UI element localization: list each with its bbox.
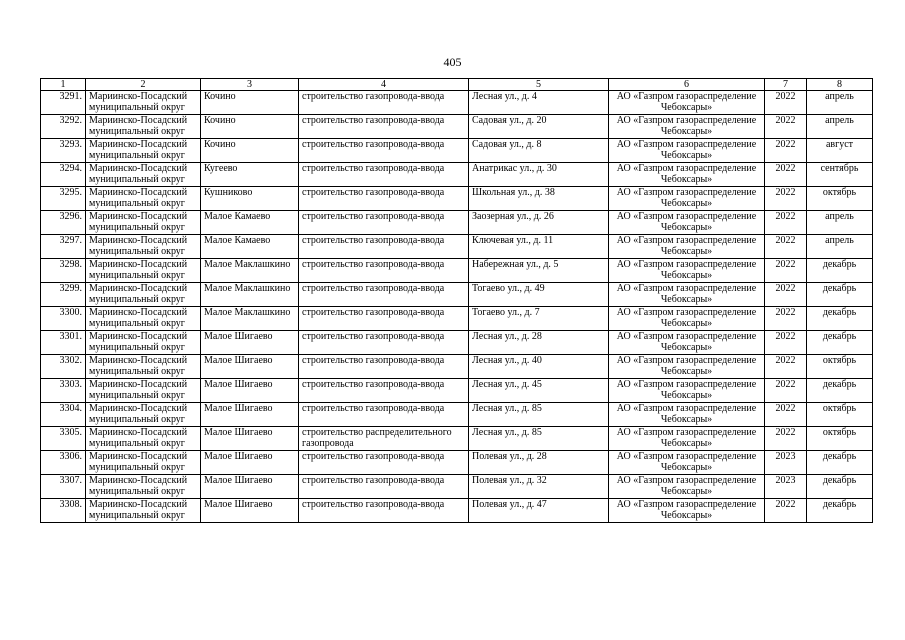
row-number-cell: 3307. [41, 475, 86, 499]
settlement-cell: Малое Шигаево [201, 355, 299, 379]
organization-cell: АО «Газпром газораспределение Чебоксары» [609, 187, 765, 211]
district-cell: Мариинско-Посадский муниципальный округ [86, 403, 201, 427]
district-cell: Мариинско-Посадский муниципальный округ [86, 355, 201, 379]
work-type-cell: строительство газопровода-ввода [299, 307, 469, 331]
settlement-cell: Малое Маклашкино [201, 259, 299, 283]
table-body [41, 91, 873, 523]
table-row [41, 427, 873, 451]
settlement-cell: Кочино [201, 91, 299, 115]
settlement-cell: Кочино [201, 115, 299, 139]
settlement-cell: Малое Маклашкино [201, 307, 299, 331]
address-cell: Садовая ул., д. 8 [469, 139, 609, 163]
year-cell: 2022 [765, 355, 807, 379]
address-cell: Лесная ул., д. 40 [469, 355, 609, 379]
work-type-cell: строительство газопровода-ввода [299, 283, 469, 307]
month-cell: октябрь [807, 403, 873, 427]
row-number-cell: 3303. [41, 379, 86, 403]
district-cell: Мариинско-Посадский муниципальный округ [86, 187, 201, 211]
district-cell: Мариинско-Посадский муниципальный округ [86, 331, 201, 355]
work-type-cell: строительство газопровода-ввода [299, 235, 469, 259]
district-cell: Мариинско-Посадский муниципальный округ [86, 91, 201, 115]
settlement-cell: Малое Шигаево [201, 379, 299, 403]
year-cell: 2023 [765, 451, 807, 475]
work-type-cell: строительство газопровода-ввода [299, 499, 469, 523]
column-header: 3 [201, 79, 299, 91]
column-header: 5 [469, 79, 609, 91]
work-type-cell: строительство газопровода-ввода [299, 91, 469, 115]
district-cell: Мариинско-Посадский муниципальный округ [86, 115, 201, 139]
settlement-cell: Малое Шигаево [201, 427, 299, 451]
column-header: 8 [807, 79, 873, 91]
district-cell: Мариинско-Посадский муниципальный округ [86, 163, 201, 187]
work-type-cell: строительство газопровода-ввода [299, 475, 469, 499]
work-type-cell: строительство газопровода-ввода [299, 211, 469, 235]
row-number-cell: 3298. [41, 259, 86, 283]
table-row [41, 235, 873, 259]
year-cell: 2022 [765, 403, 807, 427]
month-cell: декабрь [807, 259, 873, 283]
table-row [41, 163, 873, 187]
year-cell: 2022 [765, 499, 807, 523]
table-row [41, 451, 873, 475]
district-cell: Мариинско-Посадский муниципальный округ [86, 499, 201, 523]
district-cell: Мариинско-Посадский муниципальный округ [86, 139, 201, 163]
address-cell: Тогаево ул., д. 49 [469, 283, 609, 307]
row-number-cell: 3304. [41, 403, 86, 427]
settlement-cell: Кочино [201, 139, 299, 163]
organization-cell: АО «Газпром газораспределение Чебоксары» [609, 115, 765, 139]
organization-cell: АО «Газпром газораспределение Чебоксары» [609, 259, 765, 283]
work-type-cell: строительство газопровода-ввода [299, 115, 469, 139]
work-type-cell: строительство распределительного газопровода [299, 427, 469, 451]
settlement-cell: Кушниково [201, 187, 299, 211]
row-number-cell: 3305. [41, 427, 86, 451]
year-cell: 2022 [765, 331, 807, 355]
settlement-cell: Малое Камаево [201, 211, 299, 235]
table-row [41, 499, 873, 523]
row-number-cell: 3300. [41, 307, 86, 331]
row-number-cell: 3293. [41, 139, 86, 163]
table-row [41, 355, 873, 379]
work-type-cell: строительство газопровода-ввода [299, 355, 469, 379]
organization-cell: АО «Газпром газораспределение Чебоксары» [609, 163, 765, 187]
row-number-cell: 3296. [41, 211, 86, 235]
organization-cell: АО «Газпром газораспределение Чебоксары» [609, 139, 765, 163]
table-row [41, 211, 873, 235]
settlement-cell: Малое Шигаево [201, 451, 299, 475]
address-cell: Анатрикас ул., д. 30 [469, 163, 609, 187]
year-cell: 2022 [765, 283, 807, 307]
settlement-cell: Малое Шигаево [201, 499, 299, 523]
district-cell: Мариинско-Посадский муниципальный округ [86, 379, 201, 403]
column-header: 4 [299, 79, 469, 91]
month-cell: октябрь [807, 355, 873, 379]
column-header: 1 [41, 79, 86, 91]
month-cell: декабрь [807, 307, 873, 331]
address-cell: Ключевая ул., д. 11 [469, 235, 609, 259]
work-type-cell: строительство газопровода-ввода [299, 451, 469, 475]
address-cell: Садовая ул., д. 20 [469, 115, 609, 139]
address-cell: Полевая ул., д. 28 [469, 451, 609, 475]
row-number-cell: 3295. [41, 187, 86, 211]
organization-cell: АО «Газпром газораспределение Чебоксары» [609, 403, 765, 427]
year-cell: 2023 [765, 475, 807, 499]
year-cell: 2022 [765, 307, 807, 331]
table-row [41, 475, 873, 499]
district-cell: Мариинско-Посадский муниципальный округ [86, 307, 201, 331]
organization-cell: АО «Газпром газораспределение Чебоксары» [609, 307, 765, 331]
month-cell: апрель [807, 235, 873, 259]
year-cell: 2022 [765, 163, 807, 187]
year-cell: 2022 [765, 91, 807, 115]
settlement-cell: Малое Шигаево [201, 475, 299, 499]
year-cell: 2022 [765, 115, 807, 139]
month-cell: апрель [807, 91, 873, 115]
address-cell: Лесная ул., д. 85 [469, 427, 609, 451]
address-cell: Набережная ул., д. 5 [469, 259, 609, 283]
work-type-cell: строительство газопровода-ввода [299, 331, 469, 355]
year-cell: 2022 [765, 211, 807, 235]
address-cell: Лесная ул., д. 45 [469, 379, 609, 403]
year-cell: 2022 [765, 139, 807, 163]
month-cell: октябрь [807, 427, 873, 451]
month-cell: декабрь [807, 283, 873, 307]
month-cell: декабрь [807, 379, 873, 403]
address-cell: Школьная ул., д. 38 [469, 187, 609, 211]
month-cell: декабрь [807, 475, 873, 499]
table-row [41, 403, 873, 427]
organization-cell: АО «Газпром газораспределение Чебоксары» [609, 355, 765, 379]
organization-cell: АО «Газпром газораспределение Чебоксары» [609, 331, 765, 355]
column-header: 7 [765, 79, 807, 91]
work-type-cell: строительство газопровода-ввода [299, 403, 469, 427]
table-row [41, 283, 873, 307]
month-cell: апрель [807, 115, 873, 139]
work-type-cell: строительство газопровода-ввода [299, 379, 469, 403]
settlement-cell: Малое Шигаево [201, 403, 299, 427]
address-cell: Заозерная ул., д. 26 [469, 211, 609, 235]
settlement-cell: Малое Камаево [201, 235, 299, 259]
month-cell: декабрь [807, 499, 873, 523]
address-cell: Тогаево ул., д. 7 [469, 307, 609, 331]
work-type-cell: строительство газопровода-ввода [299, 139, 469, 163]
district-cell: Мариинско-Посадский муниципальный округ [86, 259, 201, 283]
row-number-cell: 3301. [41, 331, 86, 355]
month-cell: апрель [807, 211, 873, 235]
table-row [41, 379, 873, 403]
month-cell: сентябрь [807, 163, 873, 187]
table-row [41, 187, 873, 211]
page-number: 405 [443, 55, 462, 69]
row-number-cell: 3297. [41, 235, 86, 259]
column-number-row [41, 79, 873, 91]
row-number-cell: 3291. [41, 91, 86, 115]
row-number-cell: 3302. [41, 355, 86, 379]
year-cell: 2022 [765, 259, 807, 283]
address-cell: Лесная ул., д. 4 [469, 91, 609, 115]
year-cell: 2022 [765, 427, 807, 451]
district-cell: Мариинско-Посадский муниципальный округ [86, 427, 201, 451]
table-row [41, 115, 873, 139]
organization-cell: АО «Газпром газораспределение Чебоксары» [609, 379, 765, 403]
table-row [41, 91, 873, 115]
organization-cell: АО «Газпром газораспределение Чебоксары» [609, 283, 765, 307]
column-header: 6 [609, 79, 765, 91]
month-cell: октябрь [807, 187, 873, 211]
address-cell: Полевая ул., д. 32 [469, 475, 609, 499]
row-number-cell: 3308. [41, 499, 86, 523]
row-number-cell: 3294. [41, 163, 86, 187]
work-type-cell: строительство газопровода-ввода [299, 187, 469, 211]
column-header: 2 [86, 79, 201, 91]
district-cell: Мариинско-Посадский муниципальный округ [86, 475, 201, 499]
organization-cell: АО «Газпром газораспределение Чебоксары» [609, 211, 765, 235]
row-number-cell: 3299. [41, 283, 86, 307]
organization-cell: АО «Газпром газораспределение Чебоксары» [609, 475, 765, 499]
work-type-cell: строительство газопровода-ввода [299, 163, 469, 187]
year-cell: 2022 [765, 235, 807, 259]
row-number-cell: 3306. [41, 451, 86, 475]
table-row [41, 307, 873, 331]
address-cell: Полевая ул., д. 47 [469, 499, 609, 523]
work-type-cell: строительство газопровода-ввода [299, 259, 469, 283]
table-row [41, 139, 873, 163]
table-row [41, 331, 873, 355]
settlement-cell: Кугеево [201, 163, 299, 187]
district-cell: Мариинско-Посадский муниципальный округ [86, 211, 201, 235]
month-cell: август [807, 139, 873, 163]
month-cell: декабрь [807, 451, 873, 475]
row-number-cell: 3292. [41, 115, 86, 139]
gas-pipeline-table [40, 78, 873, 523]
table-row [41, 259, 873, 283]
organization-cell: АО «Газпром газораспределение Чебоксары» [609, 427, 765, 451]
address-cell: Лесная ул., д. 85 [469, 403, 609, 427]
organization-cell: АО «Газпром газораспределение Чебоксары» [609, 91, 765, 115]
district-cell: Мариинско-Посадский муниципальный округ [86, 235, 201, 259]
organization-cell: АО «Газпром газораспределение Чебоксары» [609, 235, 765, 259]
district-cell: Мариинско-Посадский муниципальный округ [86, 451, 201, 475]
settlement-cell: Малое Маклашкино [201, 283, 299, 307]
address-cell: Лесная ул., д. 28 [469, 331, 609, 355]
month-cell: декабрь [807, 331, 873, 355]
year-cell: 2022 [765, 379, 807, 403]
organization-cell: АО «Газпром газораспределение Чебоксары» [609, 499, 765, 523]
organization-cell: АО «Газпром газораспределение Чебоксары» [609, 451, 765, 475]
year-cell: 2022 [765, 187, 807, 211]
settlement-cell: Малое Шигаево [201, 331, 299, 355]
district-cell: Мариинско-Посадский муниципальный округ [86, 283, 201, 307]
